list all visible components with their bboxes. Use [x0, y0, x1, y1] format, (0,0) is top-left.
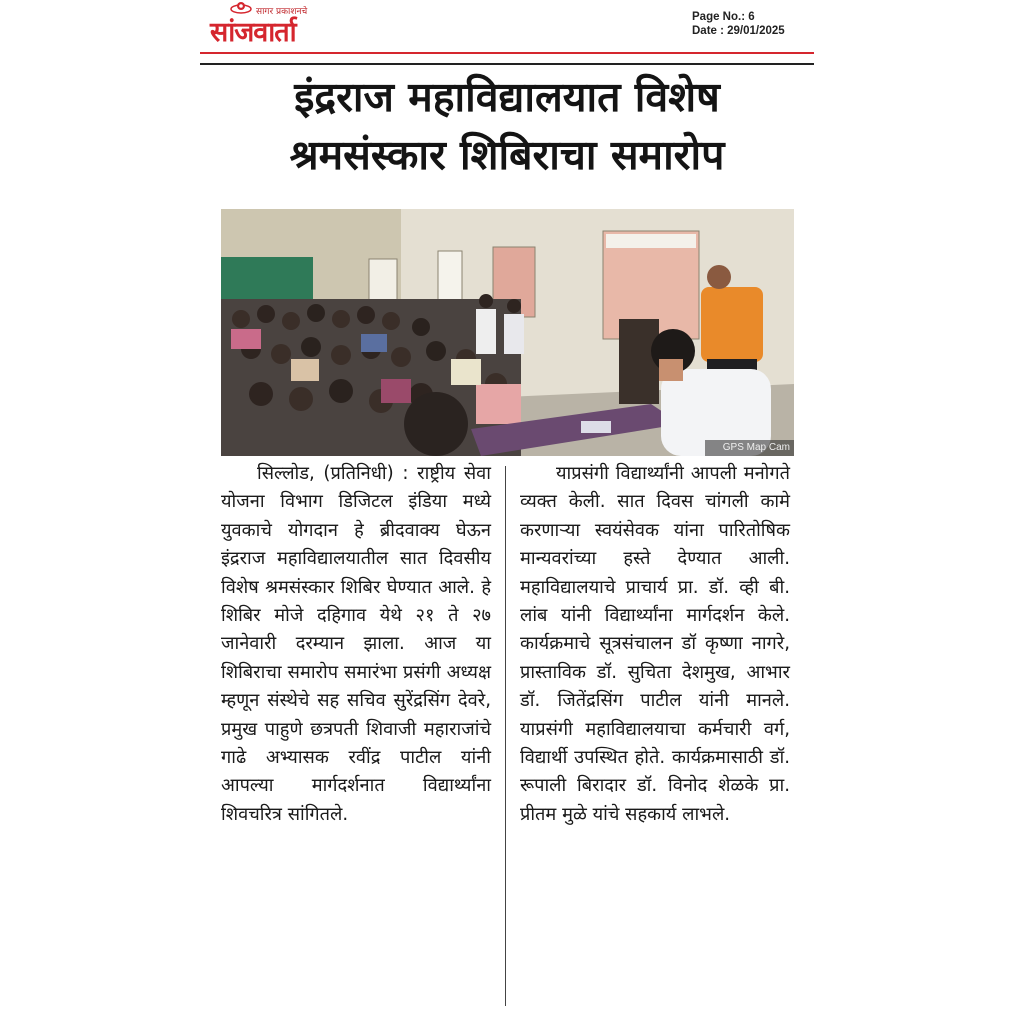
newspaper-masthead [208, 0, 358, 48]
masthead-rule-red [200, 52, 814, 54]
headline-line-1: इंद्रराज महाविद्यालयात विशेष [294, 73, 720, 121]
headline-line-2: श्रमसंस्कार शिबिराचा समारोप [289, 131, 725, 179]
column-left-text: सिल्लोड, (प्रतिनिधी) : राष्ट्रीय सेवा योजना विभाग डिजिटल इंडिया मध्ये युवकाचे योगदान हे ब्रीदवाक्य घेऊन इंद्रराज महाविद्यालयातील सात दिवसीय विशेष श्रमसंस्कार शिबिर घेण्यात आले. हे शिबिर मोजे दहिगाव येथे २१ ते २७ जानेवारी दरम्यान झाला. आज या शिबिराचा समारोप समारंभा प्रसंगी अध्यक्ष म्हणून संस्थेचे सह सचिव सुरेंद्रसिंग देवरे, प्रमुख पाहुणे छत्रपती शिवाजी महाराजांचे गाढे अभ्यासक रवींद्र पाटील यांनी आपल्या मार्गदर्शनात विद्यार्थ्यांना शिवचरित्र सांगितले. [221, 463, 491, 825]
page-date: Date : 29/01/2025 [692, 25, 785, 37]
gps-watermark: GPS Map Cam [705, 440, 794, 456]
column-right-text: याप्रसंगी विद्यार्थ्यांनी आपली मनोगते व्यक्त केली. सात दिवस चांगली कामे करणाऱ्या स्वयंसेवक यांना पारितोषिक मान्यवरांच्या हस्ते देण्यात आली. महाविद्यालयाचे प्राचार्य प्रा. डॉ. व्ही बी. लांब यांनी विद्यार्थ्यांना मार्गदर्शन केले. कार्यक्रमाचे सूत्रसंचालन डॉ कृष्णा नागरे, प्रास्ताविक डॉ. सुचिता देशमुख, आभार डॉ. जितेंद्रसिंग पाटील यांनी मानले. याप्रसंगी महाविद्यालयाचा कर्मचारी वर्ग, विद्यार्थी उपस्थित होते. कार्यक्रमासाठी डॉ. रूपाली बिरादार डॉ. विनोद शेळके प्रा. प्रीतम मुळे यांचे सहकार्य लाभले. [520, 463, 790, 825]
column-divider [505, 466, 506, 1006]
page-info [692, 10, 785, 38]
classroom-photo-illustration [221, 209, 794, 456]
article-column-right [520, 460, 790, 829]
masthead-tagline: सागर प्रकाशनचे [256, 7, 308, 17]
article-headline [200, 68, 814, 184]
article-column-left [221, 460, 491, 829]
newspaper-name: सांजवार्ता [210, 17, 296, 48]
page-number: Page No.: 6 [692, 11, 755, 23]
article-photo [221, 209, 794, 456]
masthead-rule-black [200, 63, 814, 65]
